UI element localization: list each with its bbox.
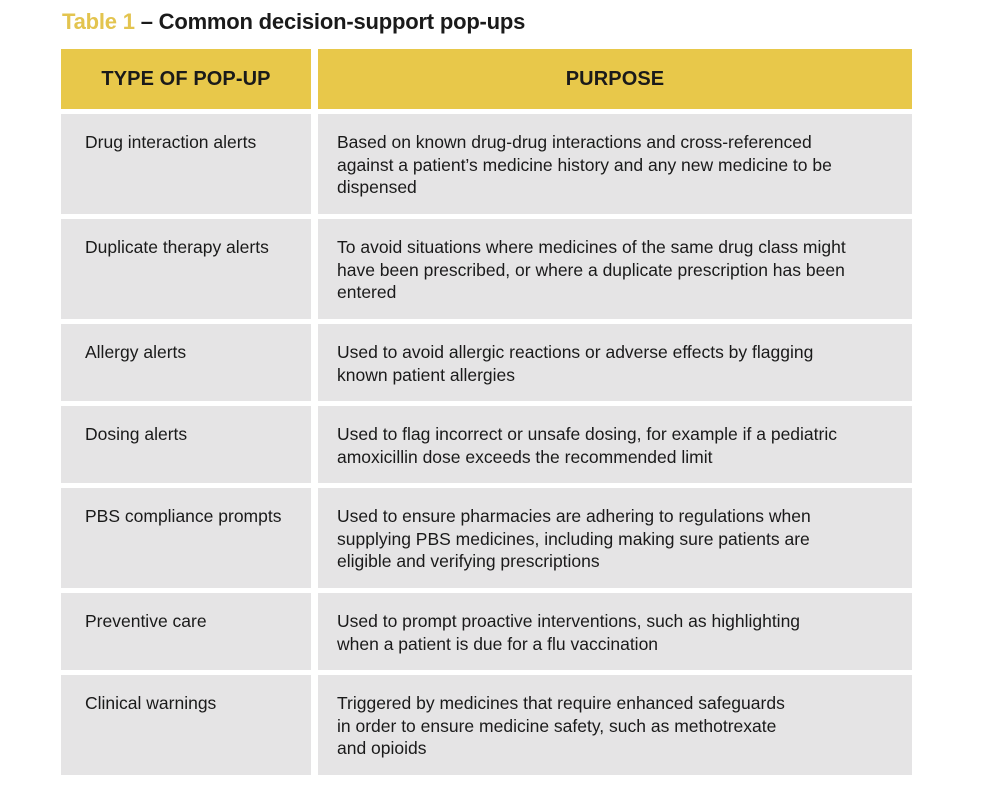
purpose-cell [318,219,912,319]
table-header-row [61,49,912,109]
purpose-line: in order to ensure medicine safety, such as methotrexate [337,715,777,736]
purpose-line: Used to prompt proactive interventions, such as highlighting [337,611,801,631]
type-cell: Drug interaction alerts [61,114,311,214]
purpose-cell [318,114,912,214]
purpose-line: To avoid situations where medicines of the same drug class might [337,237,846,257]
purpose-cell [318,324,912,401]
purpose-cell [318,406,912,483]
purpose-line: Used to flag incorrect or unsafe dosing, for example if a pediatric [337,424,837,444]
purpose-line: supplying PBS medicines, including making sure patients are [337,528,810,549]
type-cell: Allergy alerts [61,324,311,401]
purpose-cell [318,488,912,588]
purpose-line: eligible and verifying prescriptions [337,551,600,571]
type-cell: Dosing alerts [61,406,311,483]
header-type-of-popup: TYPE OF POP-UP [61,49,311,109]
purpose-line: have been prescribed, or where a duplicate prescription has been [337,259,845,280]
table-row [61,114,912,214]
type-cell: Clinical warnings [61,675,311,775]
purpose-line: Used to ensure pharmacies are adhering to regulations when [337,506,811,526]
purpose-line: and opioids [337,738,427,758]
purpose-line: against a patient’s medicine history and any new medicine to be [337,154,832,175]
table-row [61,675,912,775]
type-cell: Preventive care [61,593,311,670]
purpose-line: known patient allergies [337,364,516,385]
type-cell: Duplicate therapy alerts [61,219,311,319]
table-title [62,9,525,35]
table-row [61,219,912,319]
decision-support-table [61,49,912,775]
table-row [61,324,912,401]
table-row [61,406,912,483]
purpose-line: entered [337,282,397,302]
table-row [61,488,912,588]
purpose-cell [318,675,912,775]
table-row [61,593,912,670]
purpose-line: Triggered by medicines that require enhanced safeguards [337,693,785,713]
purpose-line: amoxicillin dose exceeds the recommended limit [337,446,713,467]
table-number: Table 1 [62,9,135,34]
purpose-line: dispensed [337,177,417,197]
purpose-cell [318,593,912,670]
purpose-line: when a patient is due for a flu vaccination [337,633,659,654]
purpose-line: Used to avoid allergic reactions or adverse effects by flagging [337,342,814,362]
type-cell: PBS compliance prompts [61,488,311,588]
purpose-line: Based on known drug-drug interactions and cross-referenced [337,132,812,152]
header-purpose: PURPOSE [318,49,912,109]
table-caption: – Common decision-support pop-ups [134,9,526,34]
